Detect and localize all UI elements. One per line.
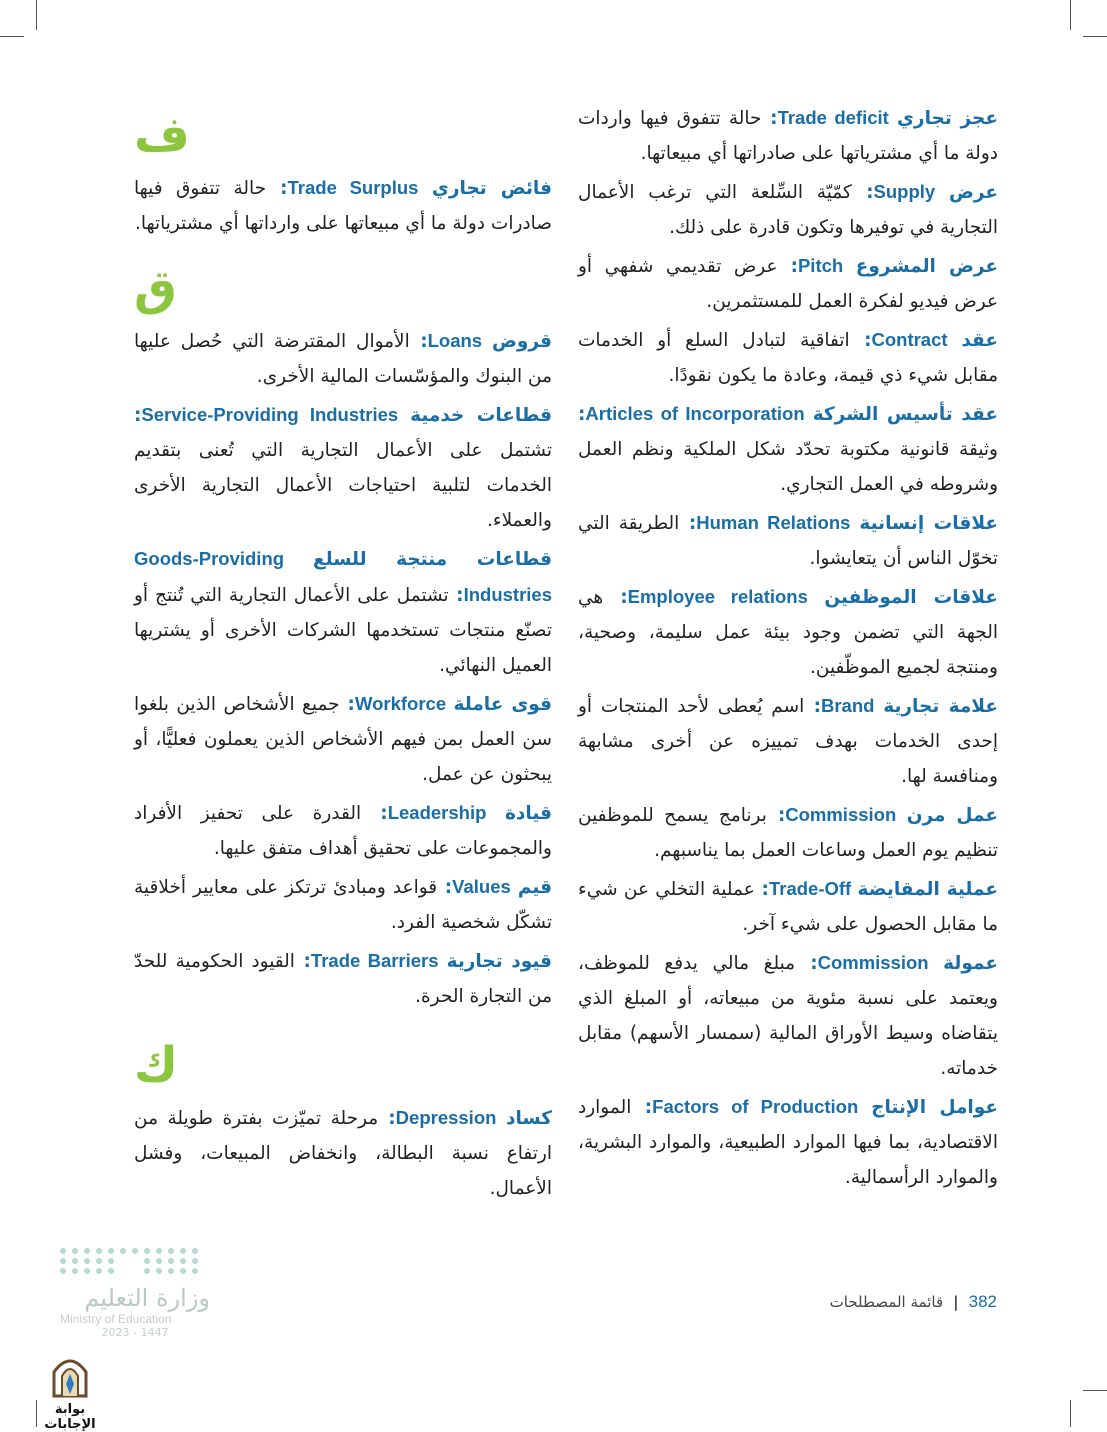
page-footer (830, 1292, 997, 1312)
term-arabic: كساد (505, 1108, 552, 1129)
glossary-entry: قطاعات منتجة للسلع Goods-Providing Industries: تشتمل على الأعمال التجارية التي تُنتج أو تصنّع منتجات تستخدمها الشركات الأخرى أو يشتريها العميل النهائي. (134, 548, 553, 676)
term-english: Human Relations (696, 512, 851, 533)
glossary-entry: عقد تأسيس الشركة Articles of Incorporation: وثيقة قانونية مكتوبة تحدّد شكل الملكية ونظم العمل وشروطه في العمل التجاري. (578, 403, 998, 495)
term-definition: عرض تقديمي شفهي أو عرض فيديو لفكرة العمل للمستثمرين. (578, 256, 998, 312)
logo-dot (192, 1248, 198, 1254)
glossary-entry: عمل مرن Commission: برنامج يسمح للموظفين تنظيم يوم العمل وساعات العمل بما يناسبهم. (578, 804, 998, 861)
term-arabic: عرض (948, 182, 998, 203)
term-definition: حالة تتفوق فيها واردات دولة ما أي مشترياتها على صادراتها أي مبيعاتها. (578, 108, 998, 164)
glossary-entry: عوامل الإنتاج Factors of Production: الموارد الاقتصادية، بما فيها الموارد الطبيعية، والموارد البشرية، والموارد الرأسمالية. (578, 1096, 999, 1188)
term-english: Supply (873, 181, 936, 202)
glossary-entry: عرض المشروع Pitch: عرض تقديمي شفهي أو عرض فيديو لفكرة العمل للمستثمرين. (578, 255, 998, 312)
glossary-entry: قيم Values: قواعد ومبادئ ترتكز على معايير أخلاقية تشكّل شخصية الفرد. (134, 876, 553, 933)
logo-dot (60, 1268, 66, 1274)
glossary-entry: علاقات إنسانية Human Relations: الطريقة التي تخوّل الناس أن يتعايشوا. (578, 512, 999, 569)
glossary-entry: عرض Supply: كمّيّة السِّلعة التي ترغب الأعمال التجارية في توفيرها وتكون قادرة على ذلك. (578, 181, 998, 238)
glossary-entry: عجز تجاري Trade deficit: حالة تتفوق فيها واردات دولة ما أي مشترياتها على صادراتها أي مبيعاتها. (578, 107, 998, 164)
logo-dot (168, 1248, 174, 1254)
term-english: Depression (395, 1107, 497, 1128)
logo-dot (144, 1248, 150, 1254)
logo-dot (96, 1248, 102, 1254)
term-english: Service-Providing Industries (141, 404, 399, 425)
glossary-entry: كساد Depression: مرحلة تميّزت بفترة طويلة من ارتفاع نسبة البطالة، وانخفاض المبيعات، وفشل الأعمال. (134, 1107, 552, 1199)
term-arabic: عقد تأسيس الشركة (812, 404, 998, 425)
term-english: Leadership (387, 802, 487, 823)
watermark (30, 1350, 110, 1432)
logo-dot (84, 1258, 90, 1264)
glossary-right-column (578, 100, 998, 1198)
term-arabic: عمولة (943, 953, 998, 974)
logo-dot (192, 1258, 198, 1264)
crop-mark (36, 0, 37, 30)
term-english: Trade Surplus (287, 177, 419, 198)
term-english: Commission (785, 804, 897, 825)
logo-dot (156, 1248, 162, 1254)
term-arabic: عرض المشروع (855, 256, 998, 277)
term-definition: تشتمل على الأعمال التجارية التي تُنتج أو تصنّع منتجات تستخدمها الشركات الأخرى أو يشتريها العميل النهائي. (134, 585, 552, 676)
term-arabic: قطاعات منتجة للسلع (313, 549, 552, 570)
glossary-entry: قروض Loans: الأموال المقترضة التي حُصل عليها من البنوك والمؤسّسات المالية الأخرى. (134, 330, 553, 387)
logo-dot (144, 1258, 150, 1264)
ministry-year: 2023 - 1447 (101, 1326, 169, 1339)
footer-divider: | (947, 1293, 964, 1311)
logo-dot (192, 1268, 198, 1274)
term-definition: الطريقة التي تخوّل الناس أن يتعايشوا. (578, 513, 998, 569)
term-definition: تشتمل على الأعمال التجارية التي تُعنى بتقديم الخدمات لتلبية احتياجات الأعمال التجارية الأخرى والعملاء. (134, 440, 552, 531)
term-definition: برنامج يسمح للموظفين تنظيم يوم العمل وساعات العمل بما يناسبهم. (578, 805, 998, 861)
logo-dots-icon (60, 1248, 210, 1274)
glossary-entry: قطاعات خدمية Service-Providing Industries: تشتمل على الأعمال التجارية التي تُعنى بتقديم الخدمات لتلبية احتياجات الأعمال التجارية الأخرى والعملاء. (134, 404, 552, 531)
term-arabic: عجز تجاري (896, 108, 998, 129)
term-english: Trade-Off (768, 878, 852, 899)
footer-section-title: قائمة المصطلحات (829, 1293, 944, 1311)
term-definition: اتفاقية لتبادل السلع أو الخدمات مقابل شيء ذي قيمة، وعادة ما يكون نقودًا. (578, 330, 998, 386)
term-arabic: قوى عاملة (453, 694, 553, 715)
term-arabic: عملية المقايضة (857, 879, 998, 900)
glossary-left-column (134, 100, 552, 1209)
logo-dot (168, 1268, 174, 1274)
logo-dot (108, 1258, 114, 1264)
logo-dot (156, 1268, 162, 1274)
logo-dot (180, 1248, 186, 1254)
term-definition: القدرة على تحفيز الأفراد والمجموعات على تحقيق أهداف متفق عليها. (134, 803, 552, 859)
term-english: Goods-Providing Industries (134, 548, 553, 605)
term-arabic: علامة تجارية (883, 696, 998, 717)
term-definition: وثيقة قانونية مكتوبة تحدّد شكل الملكية ونظم العمل وشروطه في العمل التجاري. (578, 439, 998, 495)
term-english: Trade deficit (777, 107, 889, 128)
term-arabic: عمل مرن (906, 805, 998, 826)
term-definition: الموارد الاقتصادية، بما فيها الموارد الطبيعية، والموارد البشرية، والموارد الرأسمالية. (578, 1097, 998, 1188)
term-english: Factors of Production (652, 1096, 859, 1117)
term-arabic: قروض (492, 331, 553, 352)
crop-mark (1083, 1390, 1107, 1391)
term-arabic: قيم (517, 877, 553, 898)
term-english: Commission (817, 952, 929, 973)
term-english: Values (452, 876, 511, 897)
section-letter-fa: ف (134, 107, 190, 163)
term-definition: حالة تتفوق فيها صادرات دولة ما أي مبيعاتها على وارداتها أي مشترياتها. (134, 178, 552, 234)
logo-dot (180, 1268, 186, 1274)
term-definition: كمّيّة السِّلعة التي ترغب الأعمال التجارية في توفيرها وتكون قادرة على ذلك. (578, 182, 998, 238)
logo-dot (132, 1248, 138, 1254)
term-arabic: علاقات إنسانية (859, 513, 999, 534)
term-arabic: قطاعات خدمية (410, 405, 552, 426)
term-definition: جميع الأشخاص الذين بلغوا سن العمل بمن فيهم الأشخاص الذين يعملون فعليًّا، أو يبحثون عن عمل. (134, 694, 552, 785)
glossary-entry: علاقات الموظفين Employee relations: هي الجهة التي تضمن وجود بيئة عمل سليمة، وصحية، ومنتجة لجميع الموظّفين. (578, 586, 998, 678)
term-definition: مبلغ مالي يدفع للموظف، ويعتمد على نسبة مئوية من مبيعاته، أو المبلغ الذي يتقاضاه وسيط الأوراق المالية (سمسار الأسهم) مقابل خدماته. (578, 953, 998, 1079)
glossary-entry: عملية المقايضة Trade-Off: عملية التخلي عن شيء ما مقابل الحصول على شيء آخر. (578, 878, 998, 935)
mosque-icon (48, 1350, 92, 1398)
term-english: Trade Barriers (310, 950, 439, 971)
logo-dot (108, 1268, 114, 1274)
glossary-entry: قوى عاملة Workforce: جميع الأشخاص الذين بلغوا سن العمل بمن فيهم الأشخاص الذين يعملون فعليًّا، أو يبحثون عن عمل. (134, 693, 553, 785)
section-letter-kaf: ك (134, 1037, 178, 1093)
ministry-name-ar: وزارة التعليم (84, 1284, 210, 1312)
term-english: Contract (871, 329, 948, 350)
logo-dot (84, 1268, 90, 1274)
term-definition: اسم يُعطى لأحد المنتجات أو إحدى الخدمات بهدف تمييزه عن أخرى مشابهة ومنافسة لها. (578, 696, 998, 787)
logo-dot (168, 1258, 174, 1264)
term-definition: الأموال المقترضة التي حُصل عليها من البنوك والمؤسّسات المالية الأخرى. (134, 331, 552, 387)
watermark-text: بوابة الإجابات (44, 1402, 96, 1432)
term-english: Workforce (354, 693, 447, 714)
term-arabic: فائض تجاري (431, 178, 552, 199)
term-arabic: قيود تجارية (446, 951, 552, 972)
crop-mark (1083, 36, 1107, 37)
term-definition: القيود الحكومية للحدّ من التجارة الحرة. (134, 951, 552, 1007)
logo-dot (84, 1248, 90, 1254)
ministry-name-en: Ministry of Education (60, 1312, 172, 1326)
logo-dot (108, 1248, 114, 1254)
crop-mark (0, 36, 24, 37)
term-arabic: قيادة (504, 803, 552, 824)
glossary-entry: عقد Contract: اتفاقية لتبادل السلع أو الخدمات مقابل شيء ذي قيمة، وعادة ما يكون نقودًا. (578, 329, 998, 386)
term-english: Articles of Incorporation (585, 403, 805, 424)
logo-dot (96, 1268, 102, 1274)
term-definition: مرحلة تميّزت بفترة طويلة من ارتفاع نسبة البطالة، وانخفاض المبيعات، وفشل الأعمال. (134, 1108, 552, 1199)
logo-dot (144, 1268, 150, 1274)
logo-dot (96, 1258, 102, 1264)
crop-mark (1070, 1400, 1071, 1427)
logo-dot (72, 1258, 78, 1264)
term-english: Loans (427, 330, 483, 351)
logo-dot (60, 1258, 66, 1264)
glossary-entry: قيادة Leadership: القدرة على تحفيز الأفراد والمجموعات على تحقيق أهداف متفق عليها. (134, 802, 552, 859)
glossary-entry: فائض تجاري Trade Surplus: حالة تتفوق فيها صادرات دولة ما أي مبيعاتها على وارداتها أي مشترياتها. (134, 177, 552, 234)
term-english: Employee relations (627, 586, 808, 607)
term-definition: عملية التخلي عن شيء ما مقابل الحصول على شيء آخر. (578, 879, 998, 935)
glossary-entry: قيود تجارية Trade Barriers: القيود الحكومية للحدّ من التجارة الحرة. (134, 950, 552, 1007)
section-letter-qaf: ق (134, 260, 177, 316)
glossary-entry: علامة تجارية Brand: اسم يُعطى لأحد المنتجات أو إحدى الخدمات بهدف تمييزه عن أخرى مشابهة ومنافسة لها. (578, 695, 998, 787)
ministry-logo (60, 1248, 210, 1339)
term-arabic: علاقات الموظفين (824, 587, 998, 608)
logo-dot (120, 1248, 126, 1254)
logo-dot (72, 1248, 78, 1254)
term-arabic: عقد (961, 330, 998, 351)
term-definition: هي الجهة التي تضمن وجود بيئة عمل سليمة، وصحية، ومنتجة لجميع الموظّفين. (578, 587, 998, 678)
logo-dot (72, 1268, 78, 1274)
term-english: Brand (820, 695, 875, 716)
term-definition: قواعد ومبادئ ترتكز على معايير أخلاقية تشكّل شخصية الفرد. (134, 877, 552, 933)
term-arabic: عوامل الإنتاج (871, 1097, 999, 1118)
logo-dot (156, 1258, 162, 1264)
crop-mark (1070, 0, 1071, 30)
logo-dot (60, 1248, 66, 1254)
term-english: Pitch (797, 255, 844, 276)
glossary-entry: عمولة Commission: مبلغ مالي يدفع للموظف، ويعتمد على نسبة مئوية من مبيعاته، أو المبلغ الذي يتقاضاه وسيط الأوراق المالية (سمسار الأسهم) مقابل خدماته. (578, 952, 998, 1079)
page-number: 382 (968, 1292, 997, 1311)
logo-dot (180, 1258, 186, 1264)
